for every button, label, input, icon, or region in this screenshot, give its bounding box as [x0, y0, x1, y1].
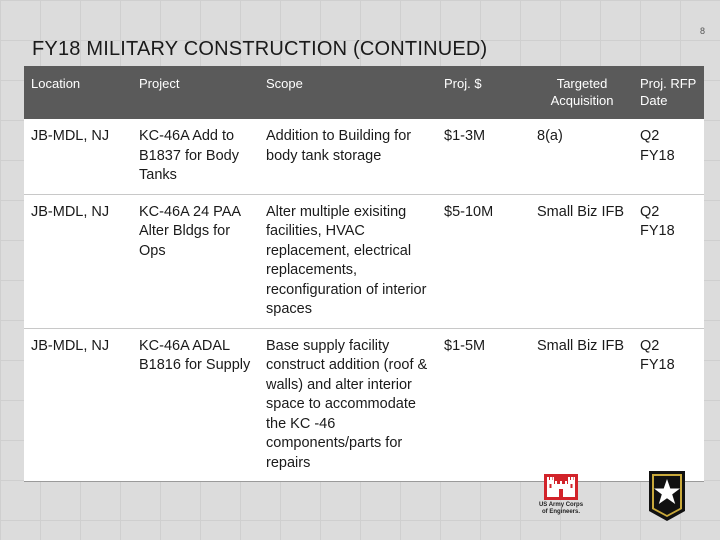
cell-rfp-date: Q2 FY18 [633, 119, 704, 194]
cell-location: JB-MDL, NJ [24, 194, 132, 328]
construction-table [24, 66, 704, 482]
cell-cost: $1-3M [437, 119, 530, 194]
cell-acquisition: 8(a) [530, 119, 633, 194]
cell-project: KC-46A Add to B1837 for Body Tanks [132, 119, 259, 194]
header-rfp-date: Proj. RFP Date [633, 66, 704, 119]
castle-icon [544, 474, 578, 500]
cell-location: JB-MDL, NJ [24, 119, 132, 194]
table-row [24, 194, 704, 328]
table-body [24, 119, 704, 482]
cell-location: JB-MDL, NJ [24, 328, 132, 482]
page-title: FY18 MILITARY CONSTRUCTION (CONTINUED) [32, 38, 488, 60]
cell-project: KC-46A ADAL B1816 for Supply [132, 328, 259, 482]
table-row [24, 328, 704, 482]
cell-acquisition: Small Biz IFB [530, 194, 633, 328]
cell-acquisition: Small Biz IFB [530, 328, 633, 482]
cell-scope: Addition to Building for body tank storage [259, 119, 437, 194]
usace-wordmark [530, 502, 592, 516]
cell-rfp-date: Q2 FY18 [633, 328, 704, 482]
table-header [24, 66, 704, 119]
header-project: Project [132, 66, 259, 119]
header-row [24, 66, 704, 119]
cell-scope: Base supply facility construct addition (roof & walls) and alter interior space to accommodate the KC -46 components/parts for repairs [259, 328, 437, 482]
usace-text-line1: US Army Corps [538, 502, 584, 508]
header-acquisition: Targeted Acquisition [530, 66, 633, 119]
usace-logo [530, 474, 592, 520]
cell-cost: $5-10M [437, 194, 530, 328]
construction-table-container [24, 66, 704, 482]
cell-scope: Alter multiple exisiting facilities, HVAC replacement, electrical replacements, reconfiguration of interior spaces [259, 194, 437, 328]
cell-rfp-date: Q2 FY18 [633, 194, 704, 328]
cell-project: KC-46A 24 PAA Alter Bldgs for Ops [132, 194, 259, 328]
table-row [24, 119, 704, 194]
header-location: Location [24, 66, 132, 119]
cell-cost: $1-5M [437, 328, 530, 482]
usace-text-line2: of Engineers. [541, 509, 580, 515]
army-logo [645, 469, 689, 523]
army-star-icon [645, 469, 689, 523]
header-scope: Scope [259, 66, 437, 119]
page-number: 8 [699, 26, 705, 36]
header-cost: Proj. $ [437, 66, 530, 119]
